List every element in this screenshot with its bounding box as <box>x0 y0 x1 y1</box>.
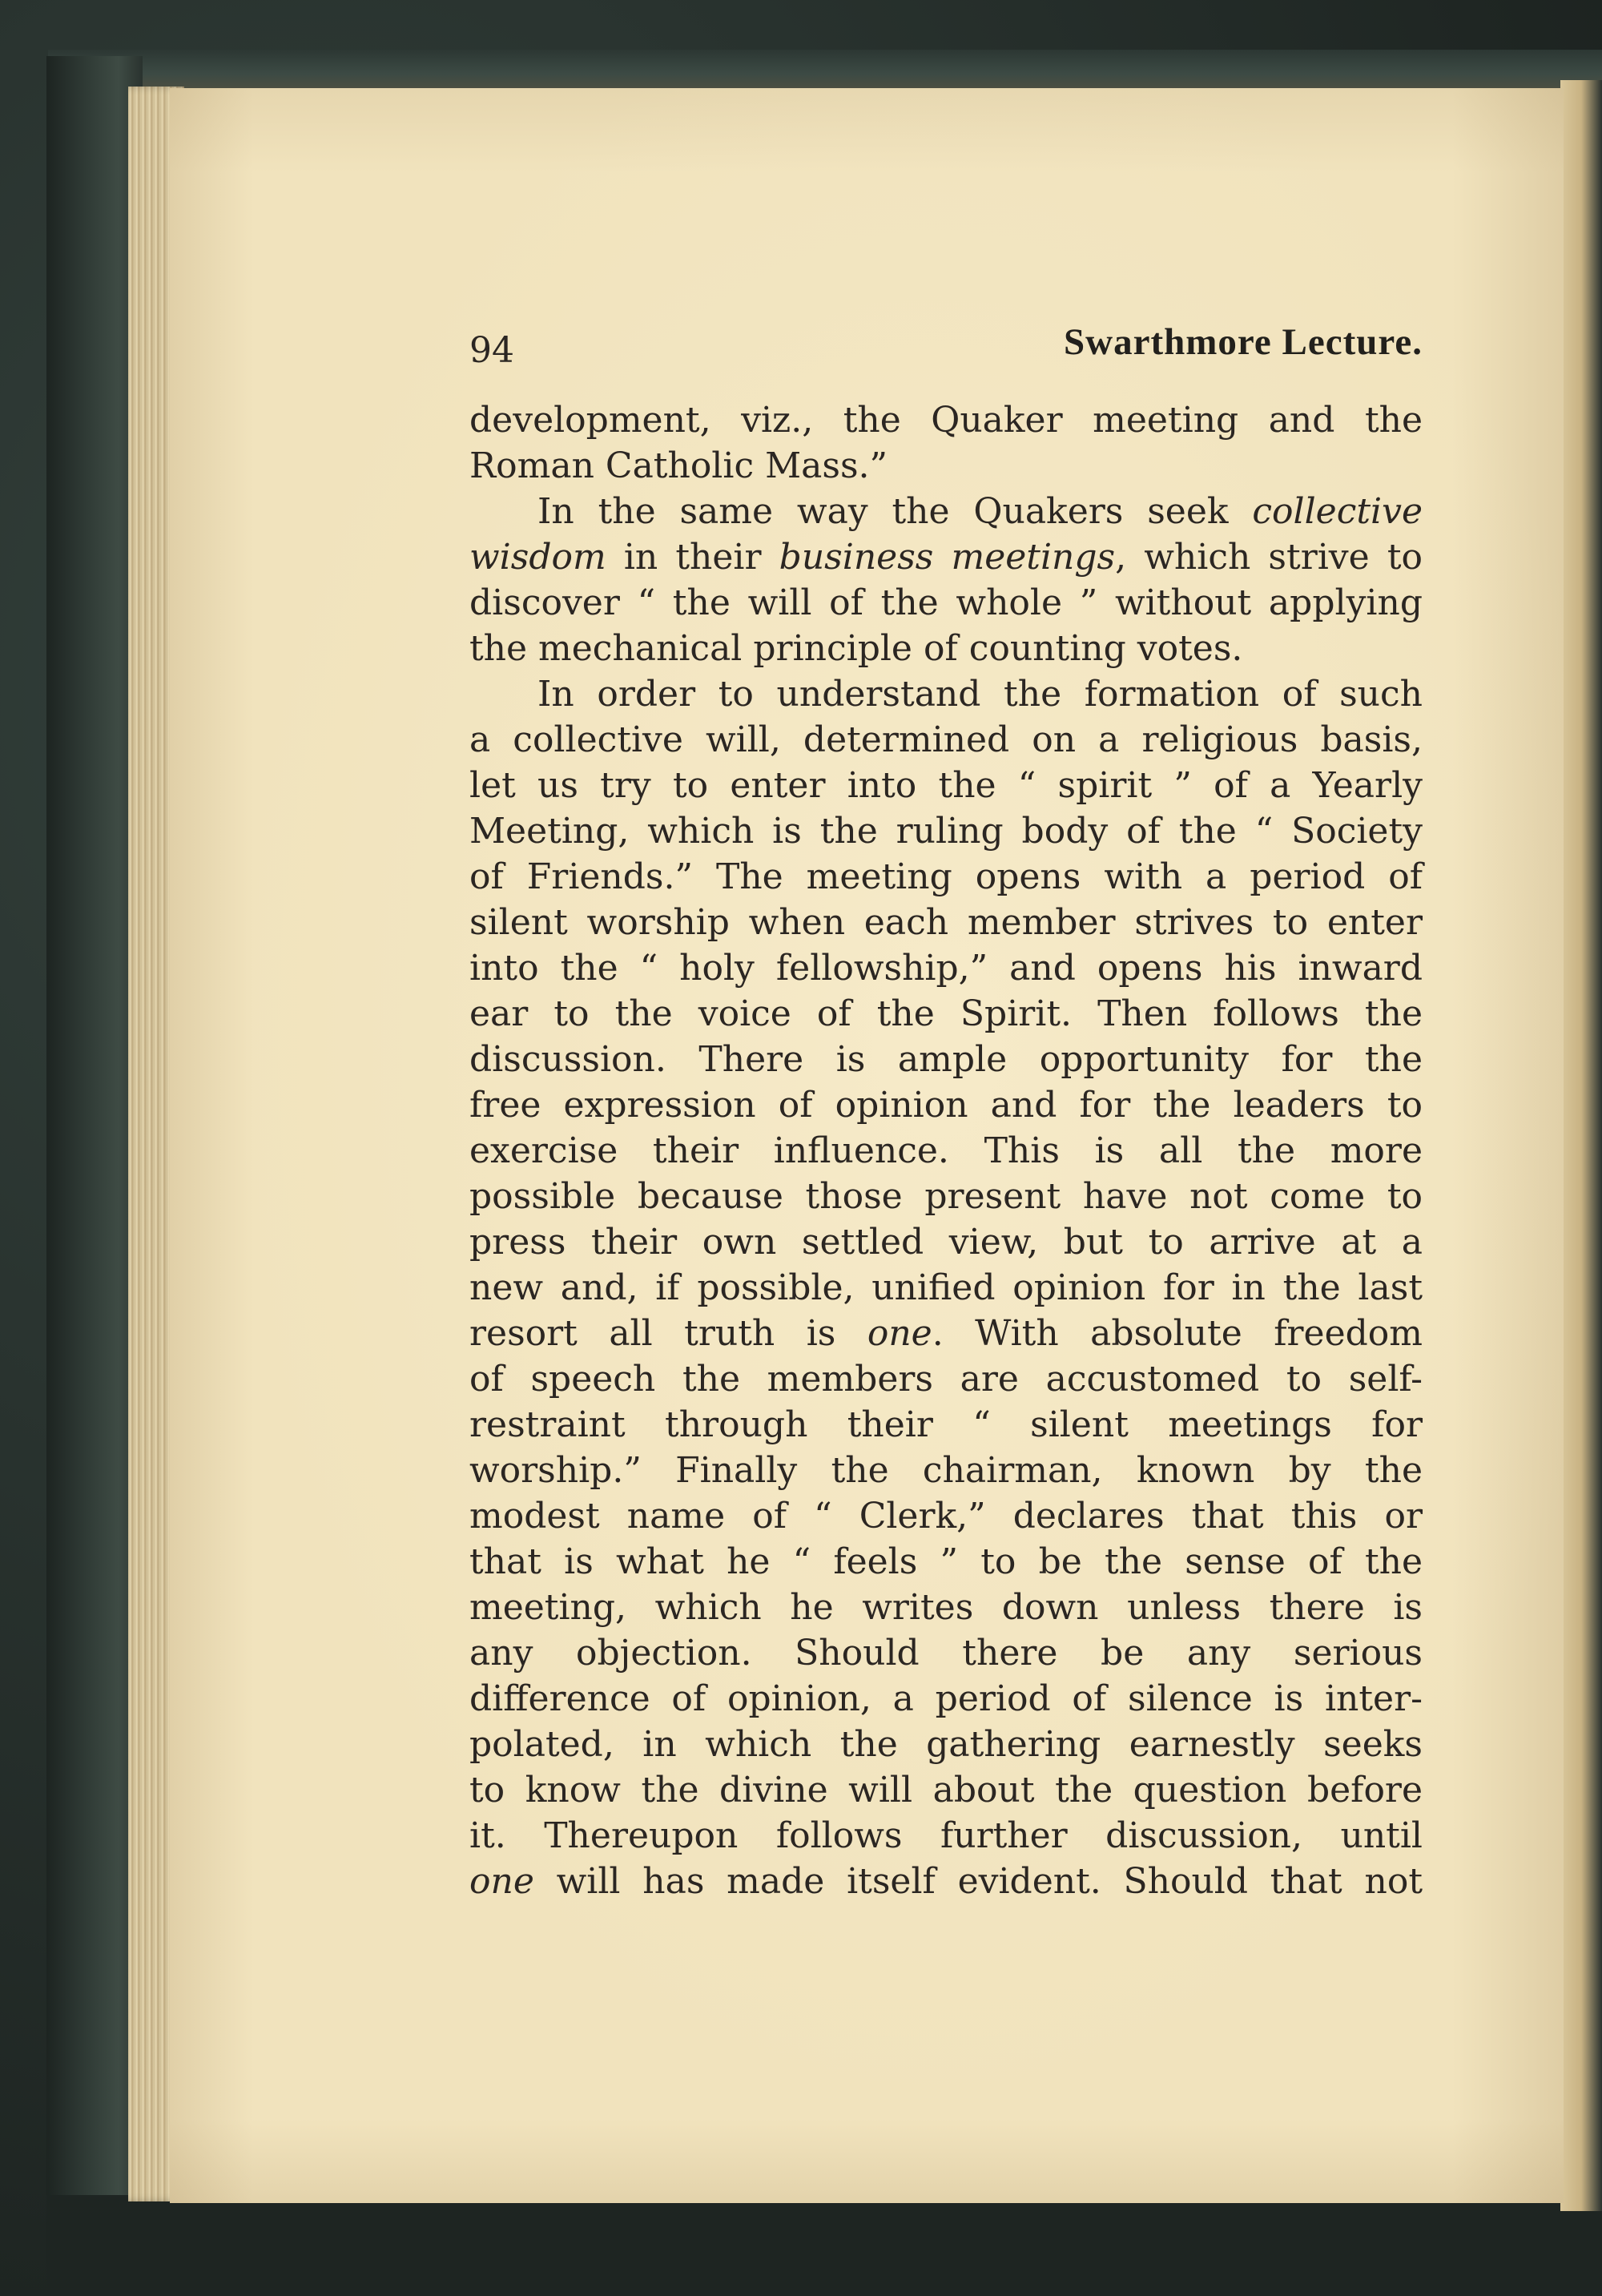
page-text-block <box>469 320 1423 1904</box>
italic-text: wisdom <box>469 537 606 578</box>
text-line: new and, if possible, unified opinion for in the last <box>469 1267 1423 1308</box>
italic-text: business meetings <box>779 537 1116 578</box>
text-line: into the “ holy fellowship,” and opens his inward <box>469 948 1423 989</box>
text-line: discussion. There is ample opportunity for the <box>469 1039 1423 1080</box>
text-line: that is what he “ feels ” to be the sense of the <box>469 1541 1423 1582</box>
text-line: press their own settled view, but to arrive at a <box>469 1222 1423 1263</box>
text-line: the mechanical principle of counting votes. <box>469 628 1243 669</box>
text-line: difference of opinion, a period of silence is inter- <box>469 1678 1423 1719</box>
text-line: one will has made itself evident. Should that not <box>469 1861 1423 1902</box>
text-line: In the same way the Quakers seek collective <box>537 491 1423 532</box>
text-line: discover “ the will of the whole ” without applying <box>469 582 1423 623</box>
text-line: restraint through their “ silent meetings for <box>469 1404 1423 1445</box>
text-line: worship.” Finally the chairman, known by the <box>469 1450 1423 1491</box>
text-line: resort all truth is one. With absolute freedom <box>469 1313 1423 1354</box>
page-header <box>469 320 1423 377</box>
text-line: Meeting, which is the ruling body of the “ Society <box>469 811 1423 852</box>
text-line: free expression of opinion and for the leaders to <box>469 1085 1423 1126</box>
text-line: exercise their influence. This is all the more <box>469 1130 1423 1171</box>
running-head: Swarthmore Lecture. <box>1064 321 1423 363</box>
text-line: of speech the members are accustomed to self- <box>469 1359 1423 1400</box>
text-line: wisdom in their business meetings, which strive to <box>469 537 1423 578</box>
text-line: of Friends.” The meeting opens with a period of <box>469 856 1423 897</box>
italic-text: one <box>469 1861 534 1902</box>
text-line: silent worship when each member strives to enter <box>469 902 1423 943</box>
text-line: a collective will, determined on a religious basis, <box>469 719 1423 760</box>
book-cover-bottom <box>46 2195 1602 2296</box>
page-number: 94 <box>469 330 514 371</box>
text-line: any objection. Should there be any serious <box>469 1633 1423 1674</box>
text-line: modest name of “ Clerk,” declares that this or <box>469 1496 1423 1537</box>
page-gutter <box>1560 80 1602 2211</box>
text-line: Roman Catholic Mass.” <box>469 445 888 486</box>
text-line: polated, in which the gathering earnestly seeks <box>469 1724 1423 1765</box>
italic-text: one <box>867 1313 932 1354</box>
text-line: meeting, which he writes down unless there is <box>469 1587 1423 1628</box>
text-line: development, viz., the Quaker meeting and the <box>469 400 1423 441</box>
text-line: it. Thereupon follows further discussion, until <box>469 1815 1423 1856</box>
text-line: to know the divine will about the question before <box>469 1770 1423 1811</box>
text-line: let us try to enter into the “ spirit ” of a Yearly <box>469 765 1423 806</box>
text-line: ear to the voice of the Spirit. Then follows the <box>469 993 1423 1034</box>
italic-text: collective <box>1252 491 1423 532</box>
text-line: possible because those present have not come to <box>469 1176 1423 1217</box>
text-line: In order to understand the formation of such <box>537 674 1423 715</box>
body-text <box>469 397 1423 1904</box>
